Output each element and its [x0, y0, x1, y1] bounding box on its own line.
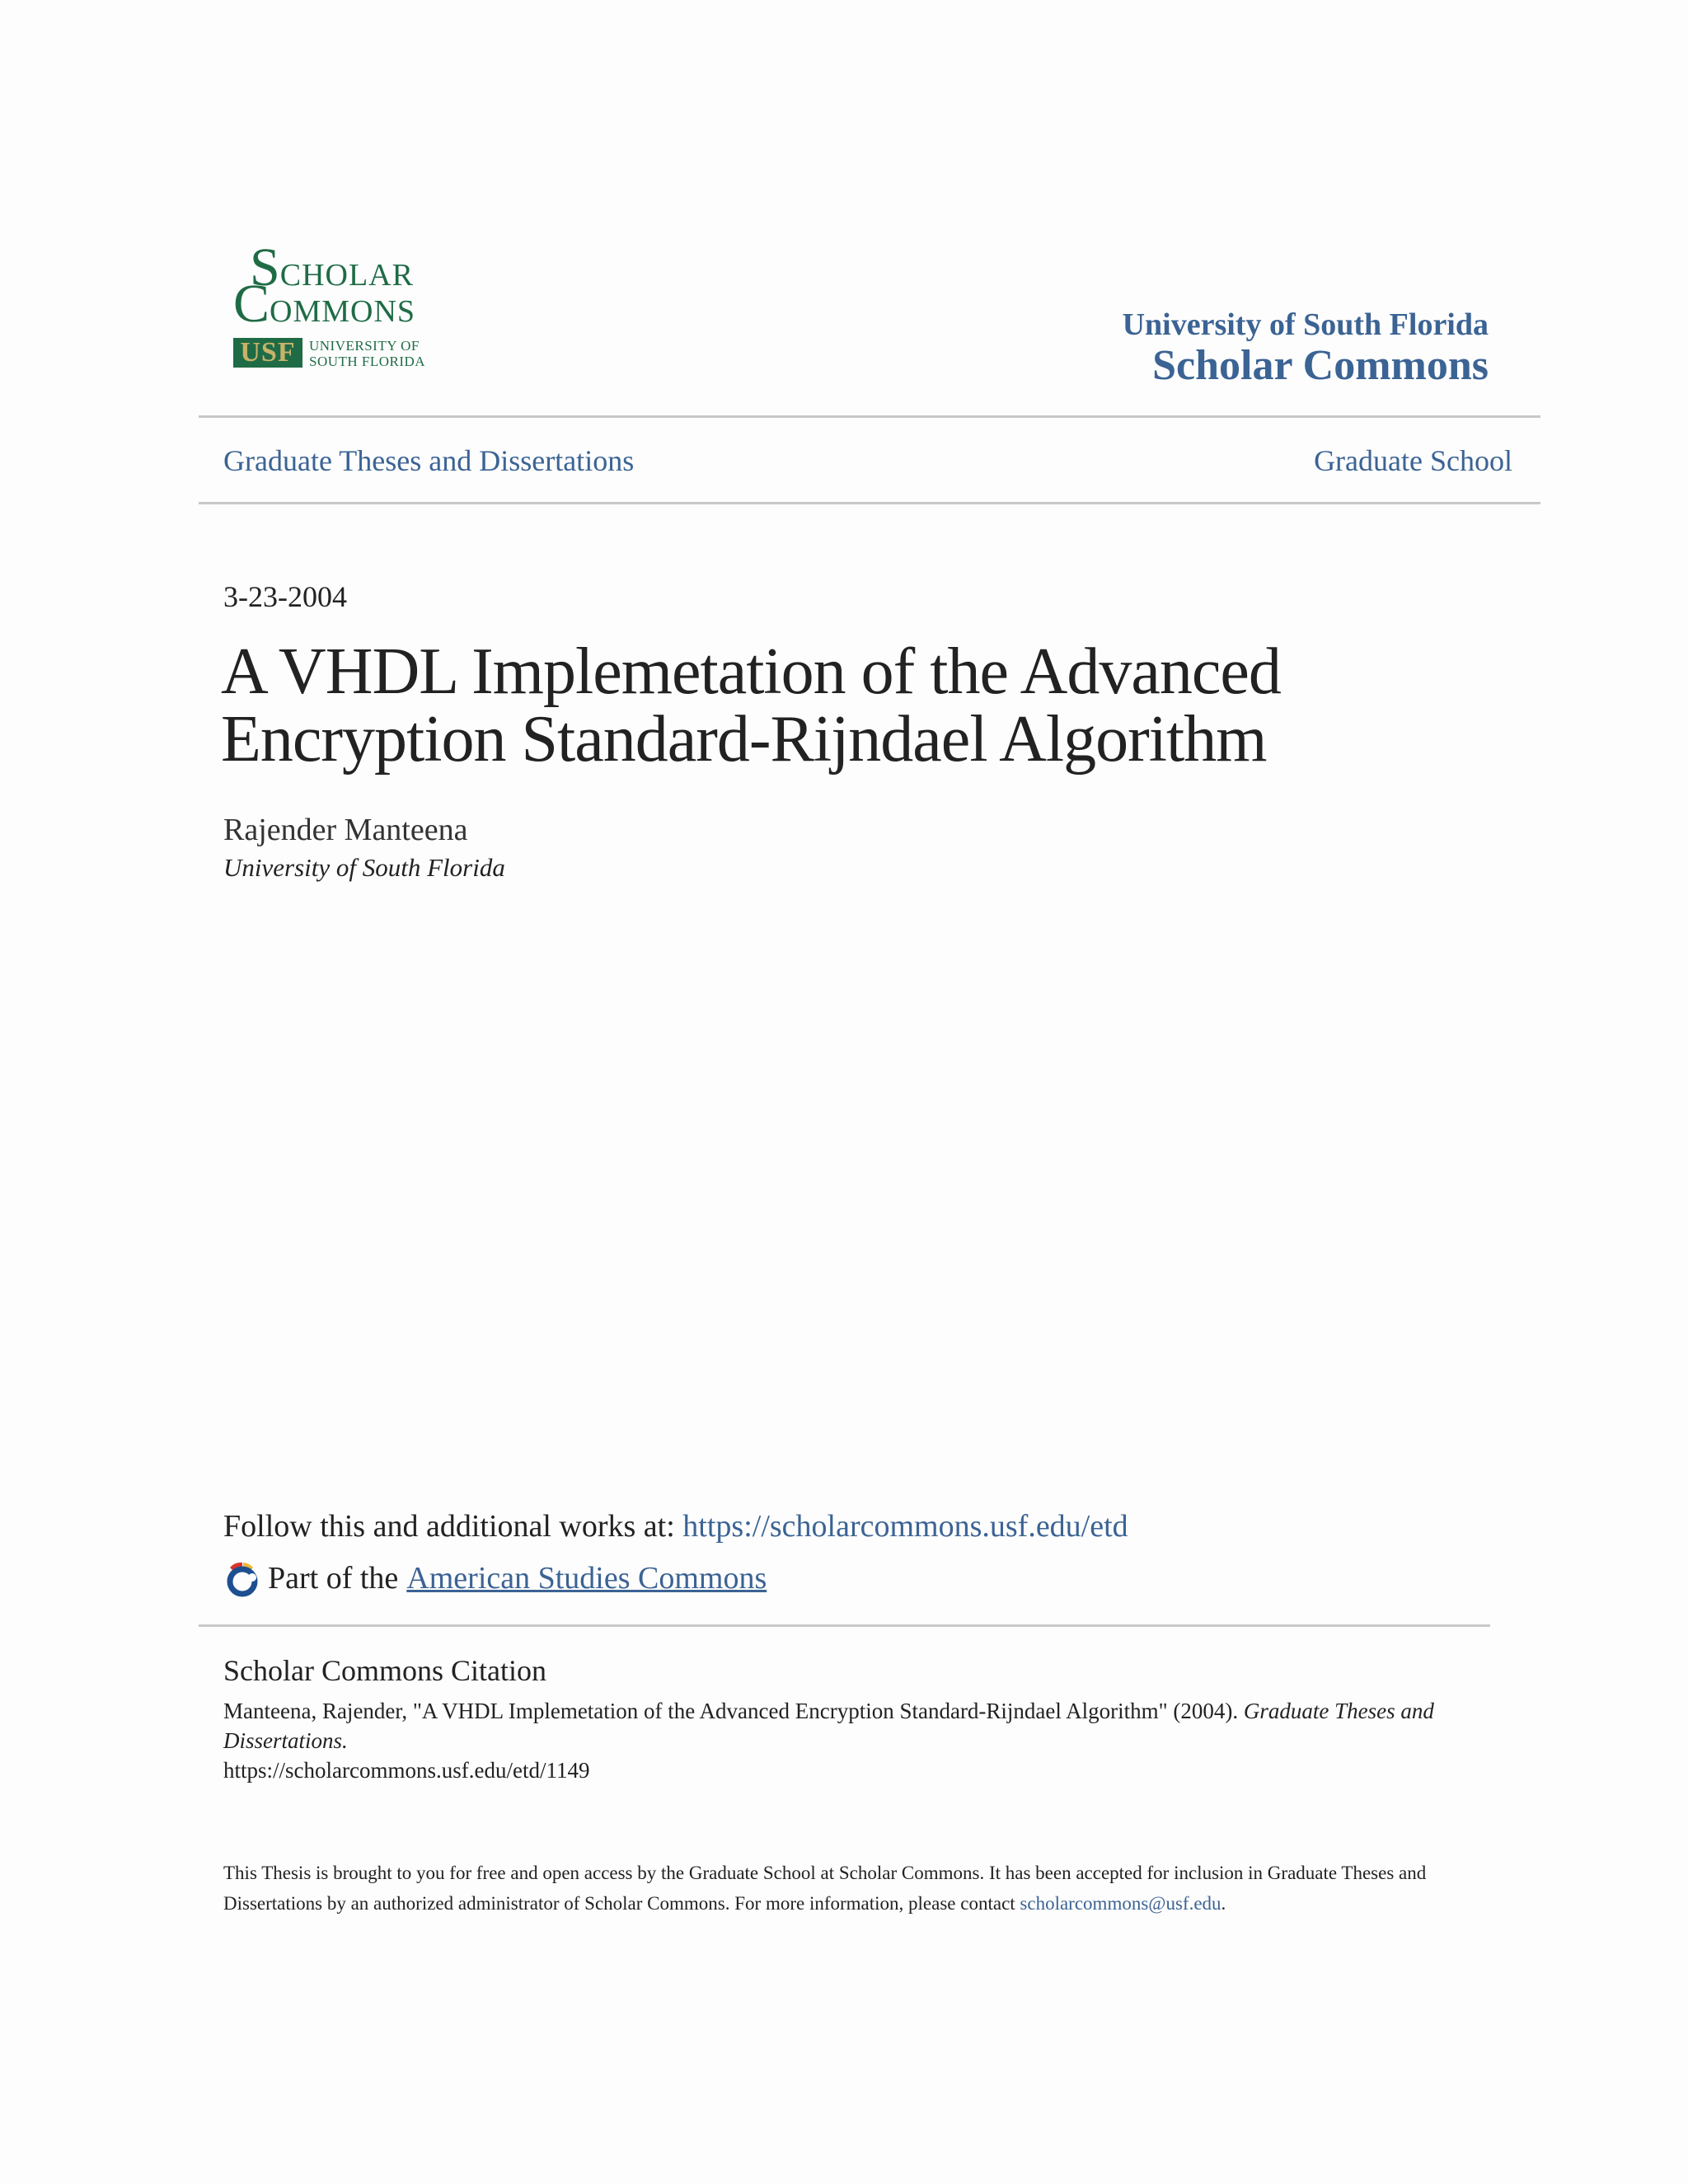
document-title [221, 635, 1573, 776]
access-notice [223, 1858, 1476, 1919]
author-affiliation: University of South Florida [223, 853, 505, 882]
contact-email-link[interactable]: scholarcommons@usf.edu [1020, 1893, 1221, 1914]
publication-date: 3-23-2004 [223, 580, 347, 613]
follow-text: Follow this and additional works at: [223, 1509, 683, 1544]
etd-url-link[interactable]: https://scholarcommons.usf.edu/etd [682, 1509, 1128, 1544]
citation-url: https://scholarcommons.usf.edu/etd/1149 [223, 1758, 590, 1783]
author-name: Rajender Manteena [223, 813, 468, 847]
american-studies-commons-link[interactable]: American Studies Commons [406, 1561, 767, 1596]
citation-text [223, 1696, 1443, 1785]
collection-link[interactable]: Graduate Theses and Dissertations [223, 444, 635, 477]
divider-nav [199, 502, 1540, 504]
usf-wordmark: UNIVERSITY OF SOUTH FLORIDA [309, 338, 426, 369]
logo-line-scholar: SCHOLAR [250, 237, 414, 298]
bepress-network-icon [223, 1559, 261, 1597]
notice-end: . [1221, 1893, 1226, 1914]
citation-heading: Scholar Commons Citation [223, 1654, 546, 1687]
notice-text: This Thesis is brought to you for free and open access by the Graduate School at Scholar Commons. It has been accepted for inclusion in Graduate Theses and Dissertations by an authorized administrator of Scholar Commons. For more information, please contact [223, 1863, 1427, 1914]
scholar-commons-logo[interactable] [233, 237, 448, 373]
title-line-2: Encryption Standard-Rijndael Algorithm [221, 703, 1267, 776]
usf-badge: USF [233, 338, 302, 368]
university-link[interactable]: University of South Florida [1122, 307, 1489, 342]
divider-citation [199, 1624, 1490, 1627]
follow-line [223, 1508, 1128, 1544]
graduate-school-link[interactable]: Graduate School [1314, 444, 1512, 477]
divider-top [199, 415, 1540, 418]
citation-body: Manteena, Rajender, "A VHDL Implemetation of the Advanced Encryption Standard-Rijndael Algorithm" (2004). [223, 1699, 1244, 1723]
part-of-text: Part of the [268, 1561, 399, 1596]
title-line-1: A VHDL Implemetation of the Advanced [221, 635, 1281, 708]
part-of-line [223, 1559, 767, 1597]
scholar-commons-link[interactable]: Scholar Commons [1152, 342, 1489, 389]
citation-series: Graduate Theses and Dissertations. [223, 1699, 1434, 1753]
logo-line-commons: COMMONS [233, 274, 416, 334]
